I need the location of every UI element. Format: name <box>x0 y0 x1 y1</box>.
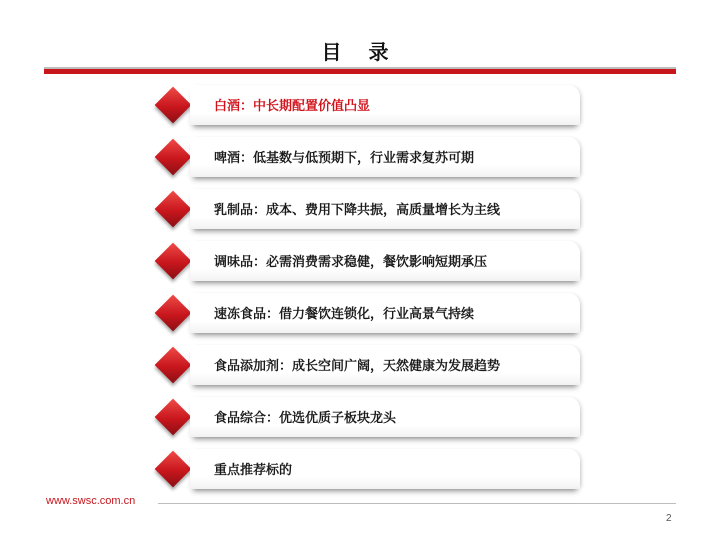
footer-divider <box>158 503 676 504</box>
toc-item-label: 乳制品：成本、费用下降共振，高质量增长为主线 <box>214 203 501 218</box>
toc-item-baijiu[interactable] <box>150 83 610 129</box>
toc-item-food-general[interactable] <box>150 395 610 441</box>
red-diamond-icon <box>155 451 192 488</box>
toc-item-label: 食品添加剂：成长空间广阔，天然健康为发展趋势 <box>214 359 501 374</box>
toc-item-label: 速冻食品：借力餐饮连锁化，行业高景气持续 <box>214 307 475 322</box>
red-diamond-icon <box>155 87 192 124</box>
toc-item-frozen-food[interactable] <box>150 291 610 337</box>
toc-item-label: 白酒：中长期配置价值凸显 <box>214 99 371 114</box>
toc-item-recommended-stocks[interactable] <box>150 447 610 493</box>
toc-item-food-additives[interactable] <box>150 343 610 389</box>
page-number: 2 <box>666 513 672 524</box>
red-diamond-icon <box>155 139 192 176</box>
footer-url[interactable]: www.swsc.com.cn <box>46 495 136 507</box>
toc-item-label: 调味品：必需消费需求稳健，餐饮影响短期承压 <box>214 255 488 270</box>
toc-item-label: 啤酒：低基数与低预期下，行业需求复苏可期 <box>214 151 475 166</box>
table-of-contents <box>150 83 610 493</box>
red-diamond-icon <box>155 347 192 384</box>
red-diamond-icon <box>155 191 192 228</box>
toc-item-dairy[interactable] <box>150 187 610 233</box>
page-title: 目 录 <box>321 40 399 64</box>
toc-item-condiments[interactable] <box>150 239 610 285</box>
title-divider-red <box>44 69 676 74</box>
red-diamond-icon <box>155 399 192 436</box>
toc-item-beer[interactable] <box>150 135 610 181</box>
toc-item-label: 重点推荐标的 <box>214 463 293 478</box>
red-diamond-icon <box>155 295 192 332</box>
toc-item-label: 食品综合：优选优质子板块龙头 <box>214 411 397 426</box>
red-diamond-icon <box>155 243 192 280</box>
